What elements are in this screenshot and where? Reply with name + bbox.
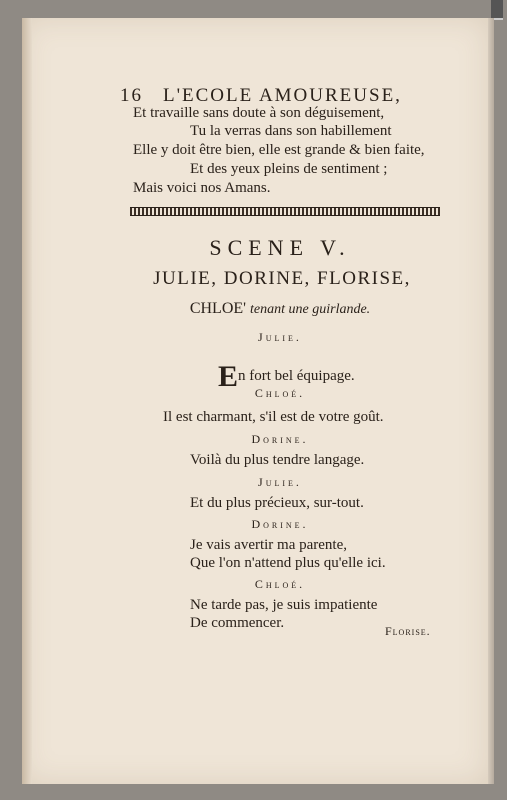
scene-heading: SCENE V. — [209, 235, 351, 260]
dialogue-line: Il est charmant, s'il est de votre goût. — [163, 409, 384, 425]
running-head — [120, 85, 402, 107]
dialogue-line: Voilà du plus tendre langage. — [190, 452, 365, 468]
drop-cap: E — [218, 360, 239, 393]
speaker-name: Dorine. — [251, 517, 309, 531]
speaker-name: Chloé. — [254, 577, 306, 591]
verse-line: Et travaille sans doute à son déguisement, — [133, 105, 385, 121]
dialogue-line: Je vais avertir ma parente, — [190, 537, 348, 553]
dialogue-line: De commencer. — [190, 615, 285, 631]
speaker-name: Julie. — [258, 330, 302, 344]
verse-line: Mais voici nos Amans. — [133, 180, 271, 196]
dialogue-line: Ne tarde pas, je suis impatiente — [190, 597, 378, 613]
scene-chloe-line — [0, 300, 507, 318]
chloe-name: CHLOE' — [189, 300, 247, 317]
page-gutter — [22, 18, 32, 784]
scene-characters: JULIE, DORINE, FLORISE, — [153, 268, 411, 289]
page-number: 16 — [120, 85, 143, 106]
verse-line: Tu la verras dans son habillement — [190, 123, 392, 139]
dialogue-line: Et du plus précieux, sur-tout. — [190, 495, 364, 511]
binding-corner — [491, 0, 503, 20]
verse-line: Et des yeux pleins de sentiment ; — [190, 161, 388, 177]
ornamental-rule — [130, 207, 440, 216]
dialogue-line-rest: n fort bel équipage. — [238, 368, 355, 384]
stage-direction: tenant une guirlande. — [250, 302, 371, 317]
speaker-name: Chloé. — [254, 386, 306, 400]
speaker-name: Dorine. — [251, 432, 309, 446]
verse-line: Elle y doit être bien, elle est grande & bien faite, — [133, 142, 425, 158]
speaker-name: Julie. — [258, 475, 302, 489]
catchword: Florise. — [385, 624, 431, 638]
page-edge — [488, 18, 494, 784]
running-title: L'ECOLE AMOUREUSE, — [163, 85, 402, 106]
dialogue-line: Que l'on n'attend plus qu'elle ici. — [190, 555, 386, 571]
